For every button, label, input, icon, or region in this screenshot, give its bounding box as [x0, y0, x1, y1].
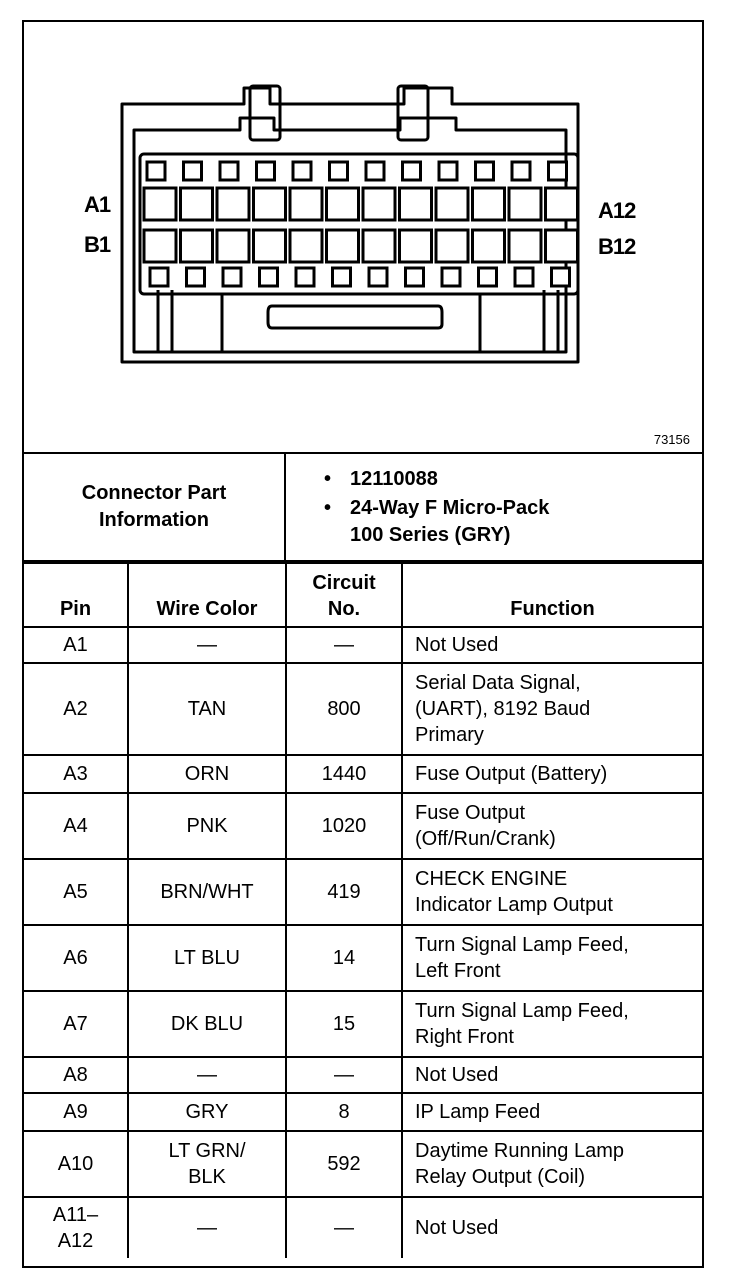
pin-label-a1: A1	[84, 192, 111, 217]
latch-window	[403, 162, 421, 180]
pin-cell: A8	[24, 1057, 128, 1093]
circuit-cell: 8	[286, 1093, 402, 1131]
cavity-a	[436, 188, 468, 220]
latch-window	[439, 162, 457, 180]
latch-window	[512, 162, 530, 180]
table-row	[24, 925, 702, 991]
function-cell: IP Lamp Feed	[402, 1093, 702, 1131]
latch-window	[223, 268, 241, 286]
function-cell: CHECK ENGINE Indicator Lamp Output	[402, 859, 702, 925]
pin-label-a12: A12	[598, 198, 636, 223]
function-cell: Not Used	[402, 627, 702, 663]
cavity-a	[509, 188, 541, 220]
table-row	[24, 859, 702, 925]
pin-cell: A9	[24, 1093, 128, 1131]
cavity-a	[217, 188, 249, 220]
wire-color-cell: GRY	[128, 1093, 286, 1131]
header-function: Function	[402, 563, 702, 627]
cavity-b	[363, 230, 395, 262]
table-row	[24, 1197, 702, 1258]
latch-window	[442, 268, 460, 286]
latch-left	[250, 86, 280, 140]
connector-page	[22, 20, 704, 1268]
connector-diagram	[24, 22, 702, 454]
info-items	[324, 466, 549, 549]
pin-cell: A3	[24, 755, 128, 793]
latch-window	[293, 162, 311, 180]
cavity-b	[254, 230, 286, 262]
pin-cell: A10	[24, 1131, 128, 1197]
latch-window	[150, 268, 168, 286]
cavity-b	[546, 230, 578, 262]
latch-window	[147, 162, 165, 180]
cavity-b	[436, 230, 468, 262]
wire-color-cell: PNK	[128, 793, 286, 859]
latch-window	[366, 162, 384, 180]
wire-color-cell: LT GRN/ BLK	[128, 1131, 286, 1197]
connector-part-info	[24, 454, 702, 562]
wire-color-cell: BRN/WHT	[128, 859, 286, 925]
wire-color-cell: DK BLU	[128, 991, 286, 1057]
latch-window	[476, 162, 494, 180]
header-wire-color: Wire Color	[128, 563, 286, 627]
circuit-cell: —	[286, 1057, 402, 1093]
function-cell: Not Used	[402, 1197, 702, 1258]
latch-window	[515, 268, 533, 286]
wire-color-cell: —	[128, 627, 286, 663]
pin-cell: A2	[24, 663, 128, 755]
circuit-cell: 1440	[286, 755, 402, 793]
cavity-b	[509, 230, 541, 262]
latch-window	[369, 268, 387, 286]
latch-window	[549, 162, 567, 180]
circuit-cell: 419	[286, 859, 402, 925]
function-cell: Daytime Running Lamp Relay Output (Coil)	[402, 1131, 702, 1197]
info-label: Connector Part Information	[24, 454, 286, 560]
header-circuit: Circuit No.	[286, 563, 402, 627]
table-row	[24, 663, 702, 755]
cavity-a	[400, 188, 432, 220]
table-row	[24, 1057, 702, 1093]
latch-window	[187, 268, 205, 286]
info-item: • 24-Way F Micro-Pack 100 Series (GRY)	[324, 497, 550, 546]
info-item: • 12110088	[324, 468, 438, 490]
latch-window	[333, 268, 351, 286]
pin-label-b12: B12	[598, 234, 636, 259]
cavity-a	[181, 188, 213, 220]
table-row	[24, 1131, 702, 1197]
cavity-b	[473, 230, 505, 262]
pin-cell: A1	[24, 627, 128, 663]
pin-cell: A4	[24, 793, 128, 859]
circuit-cell: —	[286, 627, 402, 663]
latch-window	[406, 268, 424, 286]
cavity-a	[546, 188, 578, 220]
table-row	[24, 793, 702, 859]
keyway-slot	[268, 306, 442, 328]
table-header-row	[24, 563, 702, 627]
function-cell: Turn Signal Lamp Feed, Right Front	[402, 991, 702, 1057]
table-row	[24, 1093, 702, 1131]
function-cell: Fuse Output (Off/Run/Crank)	[402, 793, 702, 859]
circuit-cell: 14	[286, 925, 402, 991]
circuit-cell: —	[286, 1197, 402, 1258]
pin-cell: A5	[24, 859, 128, 925]
function-cell: Fuse Output (Battery)	[402, 755, 702, 793]
figure-number: 73156	[653, 432, 690, 447]
cavity-a	[254, 188, 286, 220]
cavity-a	[327, 188, 359, 220]
cavity-b	[400, 230, 432, 262]
pin-label-b1: B1	[84, 232, 111, 257]
table-row	[24, 755, 702, 793]
pin-cell: A7	[24, 991, 128, 1057]
function-cell: Turn Signal Lamp Feed, Left Front	[402, 925, 702, 991]
pin-cell: A11– A12	[24, 1197, 128, 1258]
cavity-a	[473, 188, 505, 220]
latch-window	[296, 268, 314, 286]
cavity-b	[144, 230, 176, 262]
pin-cell: A6	[24, 925, 128, 991]
table-row	[24, 627, 702, 663]
circuit-cell: 800	[286, 663, 402, 755]
function-cell: Serial Data Signal, (UART), 8192 Baud Primary	[402, 663, 702, 755]
cavity-a	[363, 188, 395, 220]
latch-window	[479, 268, 497, 286]
circuit-cell: 1020	[286, 793, 402, 859]
wire-color-cell: —	[128, 1057, 286, 1093]
wire-color-cell: ORN	[128, 755, 286, 793]
cavity-b	[217, 230, 249, 262]
latch-window	[257, 162, 275, 180]
pin-table	[24, 562, 702, 1258]
cavity-a	[290, 188, 322, 220]
header-pin: Pin	[24, 563, 128, 627]
cavity-b	[181, 230, 213, 262]
cavity-b	[327, 230, 359, 262]
table-row	[24, 991, 702, 1057]
latch-window	[184, 162, 202, 180]
circuit-cell: 592	[286, 1131, 402, 1197]
latch-window	[330, 162, 348, 180]
wire-color-cell: TAN	[128, 663, 286, 755]
wire-color-cell: LT BLU	[128, 925, 286, 991]
cavity-b	[290, 230, 322, 262]
latch-window	[552, 268, 570, 286]
circuit-cell: 15	[286, 991, 402, 1057]
wire-color-cell: —	[128, 1197, 286, 1258]
function-cell: Not Used	[402, 1057, 702, 1093]
latch-window	[260, 268, 278, 286]
cavity-a	[144, 188, 176, 220]
latch-window	[220, 162, 238, 180]
